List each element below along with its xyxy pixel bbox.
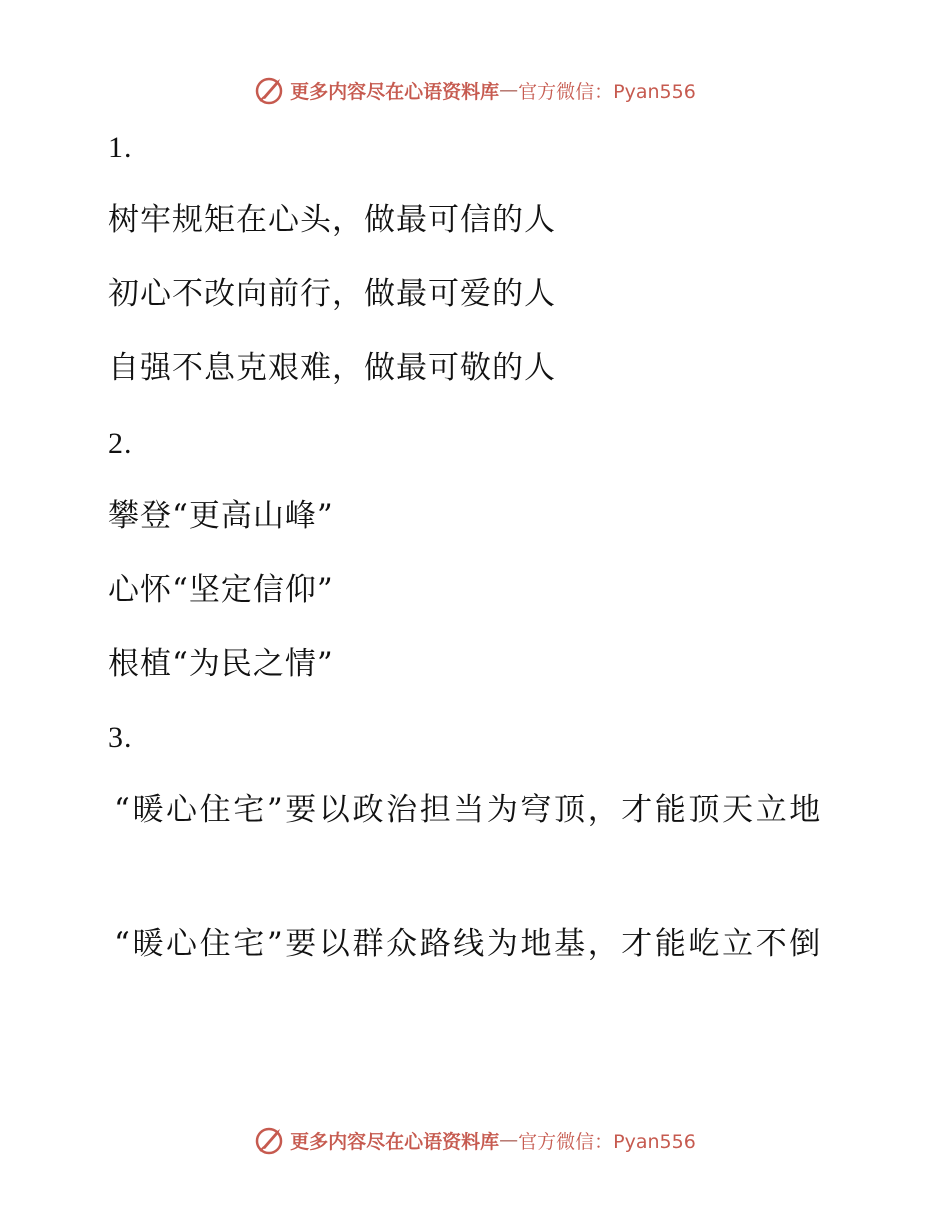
section-number-1: 1.	[108, 131, 133, 164]
section-2-line-3: 根植“为民之情”	[108, 646, 334, 682]
section-1-line-1: 树牢规矩在心头，做最可信的人	[108, 202, 556, 238]
footer-site-text: 更多内容尽在心语资料库	[290, 1130, 500, 1153]
section-number-3: 3.	[108, 721, 133, 754]
footer-separator: —	[499, 1129, 519, 1151]
quill-pen-logo-icon	[254, 1124, 286, 1156]
section-3-paragraph-1: “暖心住宅”要以政治担当为穹顶，才能顶天立地	[114, 792, 823, 828]
section-2-line-2: 心怀“坚定信仰”	[108, 572, 334, 608]
section-1-line-3: 自强不息克艰难，做最可敬的人	[108, 350, 556, 386]
quill-pen-logo-icon	[254, 74, 286, 106]
section-3-paragraph-2: “暖心住宅”要以群众路线为地基，才能屹立不倒	[114, 926, 823, 962]
footer-banner	[0, 1120, 950, 1160]
banner-site-text: 更多内容尽在心语资料库	[290, 80, 500, 103]
header-banner	[0, 70, 950, 110]
banner-separator: —	[499, 79, 519, 101]
footer-wechat-text: 官方微信：Pyan556	[518, 1130, 696, 1153]
section-1-line-2: 初心不改向前行，做最可爱的人	[108, 276, 556, 312]
section-2-line-1: 攀登“更高山峰”	[108, 498, 334, 534]
section-number-2: 2.	[108, 427, 133, 460]
banner-wechat-text: 官方微信：Pyan556	[518, 80, 696, 103]
